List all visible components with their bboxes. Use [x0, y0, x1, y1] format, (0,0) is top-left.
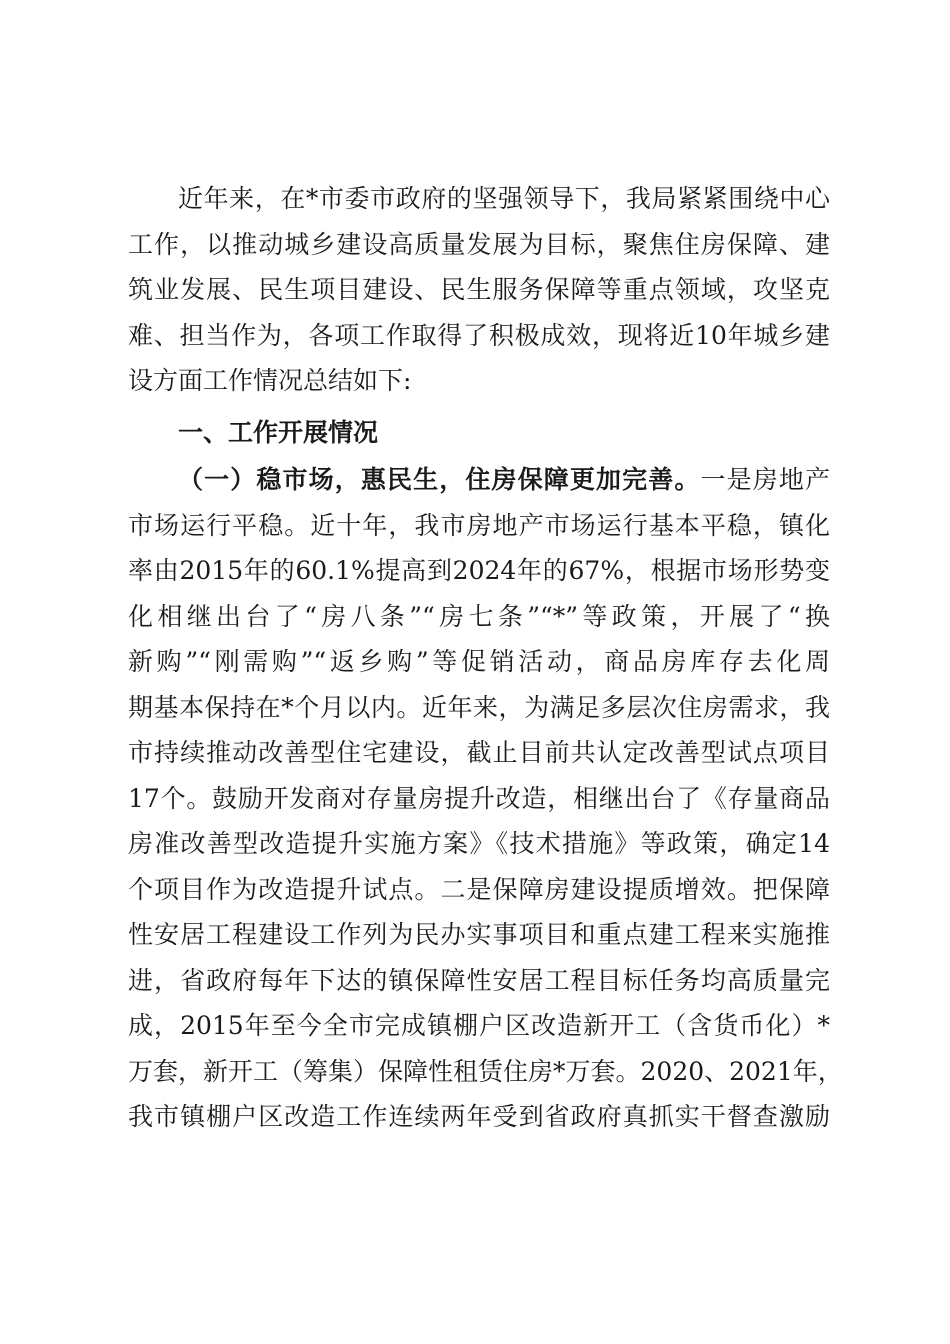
body-line: 率由2015年的60.1%提高到2024年的67%，根据市场形势变 — [128, 556, 830, 585]
body-line: 房准改善型改造提升实施方案》《技术措施》等政策，确定14 — [128, 829, 830, 858]
body-line: 17个。鼓励开发商对存量房提升改造，相继出台了《存量商品 — [128, 783, 830, 813]
document-page — [128, 176, 843, 1140]
subsection-first-line-rest: 一是房地产 — [700, 465, 830, 494]
body-line: 进，省政府每年下达的镇保障性安居工程目标任务均高质量完 — [128, 965, 830, 995]
body-line: 成，2015年至今全市完成镇棚户区改造新开工（含货币化）* — [128, 1011, 830, 1040]
body-line: 市场运行平稳。近十年，我市房地产市场运行基本平稳，镇化 — [128, 510, 830, 540]
body-line: 新购”“刚需购”“返乡购”等促销活动，商品房库存去化周 — [128, 647, 830, 676]
intro-line-3: 筑业发展、民生项目建设、民生服务保障等重点领域，攻坚克 — [128, 275, 830, 304]
intro-line-2: 工作，以推动城乡建设高质量发展为目标，聚焦住房保障、建 — [128, 229, 830, 259]
intro-line-5: 设方面工作情况总结如下: — [128, 366, 412, 395]
subsection-first-line — [128, 457, 830, 503]
body-line: 我市镇棚户区改造工作连续两年受到省政府真抓实干督查激励 — [128, 1102, 830, 1131]
intro-line-1: 近年来，在*市委市政府的坚强领导下，我局紧紧围绕中心 — [178, 184, 830, 213]
section-heading: 一、工作开展情况 — [178, 417, 379, 447]
body-line: 万套，新开工（筹集）保障性租赁住房*万套。2020、2021年， — [128, 1056, 843, 1086]
subsection-title: （一）稳市场，惠民生，住房保障更加完善。 — [178, 465, 701, 494]
body-line: 期基本保持在*个月以内。近年来，为满足多层次住房需求，我 — [128, 692, 830, 722]
body-line: 市持续推动改善型住宅建设，截止目前共认定改善型试点项目 — [128, 738, 830, 767]
body-line: 个项目作为改造提升试点。二是保障房建设提质增效。把保障 — [128, 874, 830, 904]
intro-line-4: 难、担当作为，各项工作取得了积极成效，现将近10年城乡建 — [128, 320, 830, 350]
body-line: 性安居工程建设工作列为民办实事项目和重点建工程来实施推 — [128, 920, 830, 949]
body-line: 化相继出台了“房八条”“房七条”“*”等政策，开展了“换 — [128, 601, 830, 631]
